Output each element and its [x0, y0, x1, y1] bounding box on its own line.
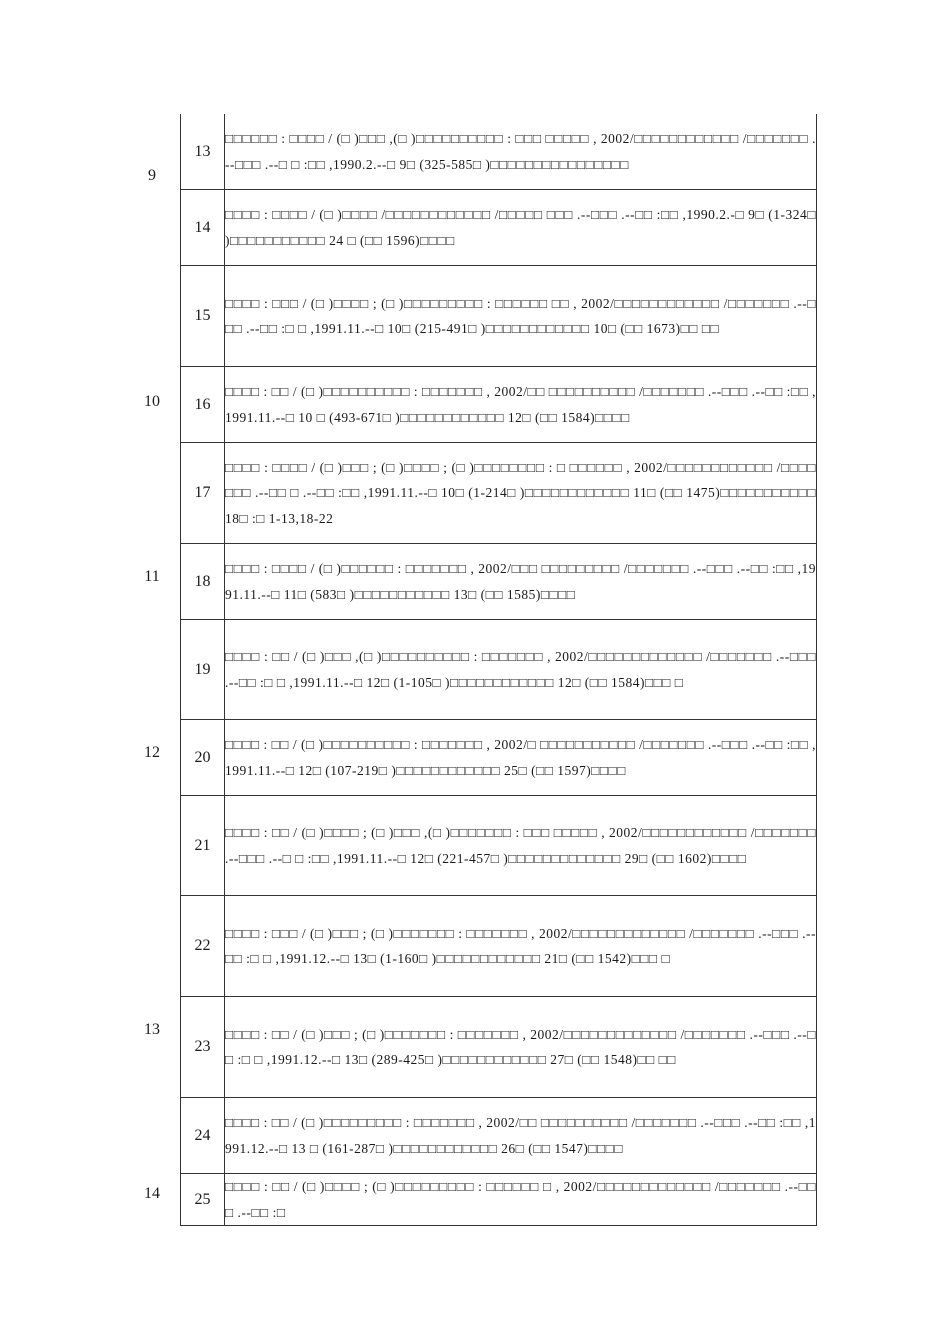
entry-number: 18	[181, 544, 225, 620]
table-row	[181, 1174, 817, 1226]
table-row	[181, 720, 817, 796]
entry-number: 21	[181, 796, 225, 896]
entry-text: □□□□ : □□□□ / (□ )□□□□ /□□□□□□□□□□□□ /□□□□□ □□□ .--□□□ .--□□ :□□ ,1990.2.-□ 9□ (1-324□ )□□□□□□□□□□□ 24 □ (□□ 1596)□□□□	[225, 190, 817, 266]
table-row	[181, 896, 817, 997]
table-row	[181, 796, 817, 896]
entry-text: □□□□ : □□□ / (□ )□□□□ ; (□ )□□□□□□□□□ : □□□□□□ □□ , 2002/□□□□□□□□□□□□ /□□□□□□□ .--□□□ .--□□ :□ □ ,1991.11.--□ 10□ (215-491□ )□□□□□□□□□□□□ 10□ (□□ 1673)□□ □□	[225, 266, 817, 367]
catalog-table	[180, 113, 817, 1226]
table-row	[181, 544, 817, 620]
entry-text: □□□□ : □□□□ / (□ )□□□ ; (□ )□□□□ ; (□ )□□□□□□□□ : □ □□□□□□ , 2002/□□□□□□□□□□□□ /□□□□□□□ .--□□ □ .--□□ :□□ ,1991.11.--□ 10□ (1-214□ )□□□□□□□□□□□□ 11□ (□□ 1475)□□□□□□□□□□□ 18□ :□ 1-13,18-22	[225, 443, 817, 544]
entry-number: 16	[181, 367, 225, 443]
entry-number: 25	[181, 1174, 225, 1226]
entry-text: □□□□ : □□ / (□ )□□□□ ; (□ )□□□ ,(□ )□□□□□□□ : □□□ □□□□□ , 2002/□□□□□□□□□□□□ /□□□□□□□ .--□□□ .--□ □ :□□ ,1991.11.--□ 12□ (221-457□ )□□□□□□□□□□□□□ 29□ (□□ 1602)□□□□	[225, 796, 817, 896]
entry-text: □□□□ : □□ / (□ )□□□ ,(□ )□□□□□□□□□□ : □□□□□□□ , 2002/□□□□□□□□□□□□□ /□□□□□□□ .--□□□ .--□□ :□ □ ,1991.11.--□ 12□ (1-105□ )□□□□□□□□□□□□ 12□ (□□ 1584)□□□ □	[225, 620, 817, 720]
entry-text: □□□□ : □□ / (□ )□□□□□□□□□□ : □□□□□□□ , 2002/□ □□□□□□□□□□□ /□□□□□□□ .--□□□ .--□□ :□□ ,1991.11.--□ 12□ (107-219□ )□□□□□□□□□□□□ 25□ (□□ 1597)□□□□	[225, 720, 817, 796]
group-number: 12	[144, 744, 160, 761]
group-number: 10	[144, 393, 160, 410]
table-row	[181, 114, 817, 190]
table-row	[181, 997, 817, 1098]
entry-text: □□□□ : □□ / (□ )□□□□□□□□□□ : □□□□□□□ , 2002/□□ □□□□□□□□□□ /□□□□□□□ .--□□□ .--□□ :□□ ,1991.11.--□ 10 □ (493-671□ )□□□□□□□□□□□□ 12□ (□□ 1584)□□□□	[225, 367, 817, 443]
entry-text: □□□□ : □□ / (□ )□□□□□□□□□ : □□□□□□□ , 2002/□□ □□□□□□□□□□ /□□□□□□□ .--□□□ .--□□ :□□ ,1991.12.--□ 13 □ (161-287□ )□□□□□□□□□□□□ 26□ (□□ 1547)□□□□	[225, 1098, 817, 1174]
group-number: 14	[144, 1185, 160, 1202]
table-row	[181, 443, 817, 544]
entry-number: 24	[181, 1098, 225, 1174]
entry-number: 19	[181, 620, 225, 720]
table-row	[181, 190, 817, 266]
entry-text: □□□□ : □□ / (□ )□□□□ ; (□ )□□□□□□□□□ : □□□□□□ □ , 2002/□□□□□□□□□□□□□ /□□□□□□□ .--□□□ .--□□ :□	[225, 1174, 817, 1226]
open-top-edge	[180, 113, 818, 114]
entry-number: 17	[181, 443, 225, 544]
entry-text: □□□□□□ : □□□□ / (□ )□□□ ,(□ )□□□□□□□□□□ : □□□ □□□□□ , 2002/□□□□□□□□□□□□ /□□□□□□□ .--□□□ .--□ □ :□□ ,1990.2.--□ 9□ (325-585□ )□□□□□□□□□□□□□□□□	[225, 114, 817, 190]
entry-number: 22	[181, 896, 225, 997]
entry-number: 20	[181, 720, 225, 796]
group-number: 11	[144, 568, 160, 585]
group-number: 9	[148, 167, 156, 184]
entry-number: 14	[181, 190, 225, 266]
table-row	[181, 1098, 817, 1174]
table-row	[181, 266, 817, 367]
table-row	[181, 367, 817, 443]
table-row	[181, 620, 817, 720]
entry-text: □□□□ : □□□ / (□ )□□□ ; (□ )□□□□□□□ : □□□□□□□ , 2002/□□□□□□□□□□□□□ /□□□□□□□ .--□□□ .--□□ :□ □ ,1991.12.--□ 13□ (1-160□ )□□□□□□□□□□□□ 21□ (□□ 1542)□□□ □	[225, 896, 817, 997]
entry-number: 15	[181, 266, 225, 367]
entry-number: 23	[181, 997, 225, 1098]
entry-text: □□□□ : □□ / (□ )□□□ ; (□ )□□□□□□□ : □□□□□□□ , 2002/□□□□□□□□□□□□□ /□□□□□□□ .--□□□ .--□□ :□ □ ,1991.12.--□ 13□ (289-425□ )□□□□□□□□□□□□ 27□ (□□ 1548)□□ □□	[225, 997, 817, 1098]
entry-text: □□□□ : □□□□ / (□ )□□□□□□ : □□□□□□□ , 2002/□□□ □□□□□□□□□ /□□□□□□□ .--□□□ .--□□ :□□ ,1991.11.--□ 11□ (583□ )□□□□□□□□□□□ 13□ (□□ 1585)□□□□	[225, 544, 817, 620]
group-number: 13	[144, 1021, 160, 1038]
entry-number: 13	[181, 114, 225, 190]
